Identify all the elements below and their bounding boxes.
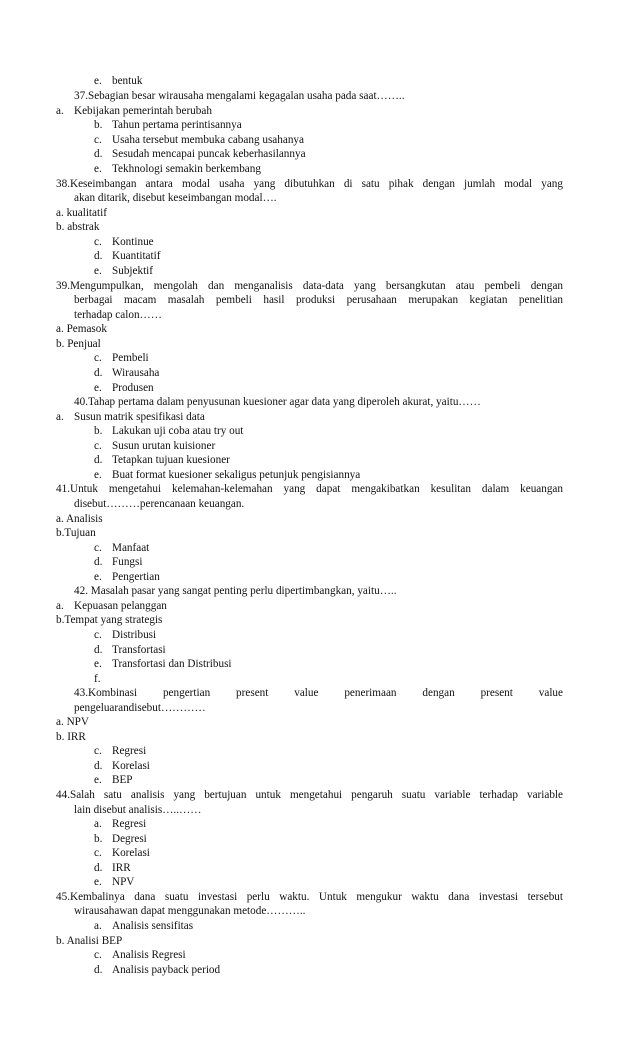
q44-option-d: d. IRR [94, 862, 131, 874]
q38-question-line2: akan ditarik, disebut keseimbangan modal…. [74, 192, 277, 204]
q37-option-b: b. Tahun pertama perintisannya [94, 119, 242, 131]
q40-option-a: a. Susun matrik spesifikasi data [56, 411, 205, 423]
q45-question-line2: wirausahawan dapat menggunakan metode……….. [74, 905, 306, 917]
q38-option-e: e. Subjektif [94, 265, 154, 277]
q44-question-line1: 44.Salah satu analisis yang bertujuan untuk mengetahui pengaruh suatu variable terhadap variable [56, 789, 563, 801]
q37-option-d: d. Sesudah mencapai puncak keberhasilannya [94, 148, 306, 160]
q45-option-b: b. Analisi BEP [56, 935, 123, 947]
q38-option-d: d. Kuantitatif [94, 250, 161, 262]
q40-option-d: d. Tetapkan tujuan kuesioner [94, 454, 230, 466]
q42-option-f: f. [94, 673, 101, 685]
q42-option-b: b.Tempat yang strategis [56, 614, 163, 626]
q37-question: 37.Sebagian besar wirausaha mengalami kegagalan usaha pada saat…….. [74, 90, 405, 102]
q40-question: 40.Tahap pertama dalam penyusunan kuesioner agar data yang diperoleh akurat, yaitu…… [74, 396, 481, 408]
q45-question-line1: 45.Kembalinya dana suatu investasi perlu waktu. Untuk mengukur waktu dana investasi tersebut [56, 891, 563, 903]
q43-option-c: c. Regresi [94, 745, 147, 757]
q42-option-e: e. Transfortasi dan Distribusi [94, 658, 232, 670]
q44-option-a: a. Regresi [94, 818, 147, 830]
q41-option-c: c. Manfaat [94, 542, 150, 554]
q40-option-e: e. Buat format kuesioner sekaligus petunjuk pengisiannya [94, 469, 361, 481]
q45-option-a: a. Analisis sensifitas [94, 920, 194, 932]
q41-question-line1: 41.Untuk mengetahui kelemahan-kelemahan yang dapat mengakibatkan kesulitan dalam keuangan [56, 483, 563, 495]
q41-option-a: a. Analisis [56, 513, 103, 525]
q39-option-b: b. Penjual [56, 338, 101, 350]
q45-option-c: c. Analisis Regresi [94, 949, 186, 961]
q44-option-c: c. Korelasi [94, 847, 150, 859]
q42-question: 42. Masalah pasar yang sangat penting perlu dipertimbangkan, yaitu….. [74, 585, 397, 597]
q38-option-c: c. Kontinue [94, 236, 154, 248]
q42-option-c: c. Distribusi [94, 629, 157, 641]
q44-option-b: b. Degresi [94, 833, 147, 845]
q43-option-d: d. Korelasi [94, 760, 150, 772]
q45-option-d: d. Analisis payback period [94, 964, 221, 976]
q39-question-line1: 39.Mengumpulkan, mengolah dan menganalisis data-data yang bersangkutan atau pembeli dengan [56, 280, 563, 292]
q41-option-b: b.Tujuan [56, 527, 96, 539]
q37-option-a: a. Kebijakan pemerintah berubah [56, 105, 212, 117]
q36-option-e: e. bentuk [94, 75, 143, 87]
q38-option-b: b. abstrak [56, 221, 100, 233]
q44-question-line2: lain disebut analisis…..…… [74, 804, 202, 816]
q37-option-e: e. Tekhnologi semakin berkembang [94, 163, 261, 175]
q40-option-b: b. Lakukan uji coba atau try out [94, 425, 244, 437]
q40-option-c: c. Susun urutan kuisioner [94, 440, 216, 452]
q39-question-line3: terhadap calon…… [74, 309, 162, 321]
q43-question-line2: pengeluarandisebut………… [74, 702, 206, 714]
q43-option-b: b. IRR [56, 731, 86, 743]
q42-option-d: d. Transfortasi [94, 644, 166, 656]
q39-option-d: d. Wirausaha [94, 367, 160, 379]
q44-option-e: e. NPV [94, 876, 135, 888]
q42-option-a: a. Kepuasan pelanggan [56, 600, 167, 612]
q38-question-line1: 38.Keseimbangan antara modal usaha yang dibutuhkan di satu pihak dengan jumlah modal yang [56, 178, 563, 190]
q43-option-e: e. BEP [94, 774, 133, 786]
q39-option-a: a. Pemasok [56, 323, 107, 335]
q39-option-c: c. Pembeli [94, 352, 149, 364]
q41-option-d: d. Fungsi [94, 556, 143, 568]
q39-option-e: e. Produsen [94, 382, 154, 394]
q41-option-e: e. Pengertian [94, 571, 160, 583]
q37-option-c: c. Usaha tersebut membuka cabang usahanya [94, 134, 304, 146]
q43-option-a: a. NPV [56, 716, 89, 728]
q43-question-line1: 43.Kombinasi pengertian present value penerimaan dengan present value [74, 687, 563, 699]
q38-option-a: a. kualitatif [56, 207, 107, 219]
q39-question-line2: berbagai macam masalah pembeli hasil produksi perusahaan merupakan kegiatan penelitian [74, 294, 563, 306]
q41-question-line2: disebut………perencanaan keuangan. [74, 498, 245, 510]
